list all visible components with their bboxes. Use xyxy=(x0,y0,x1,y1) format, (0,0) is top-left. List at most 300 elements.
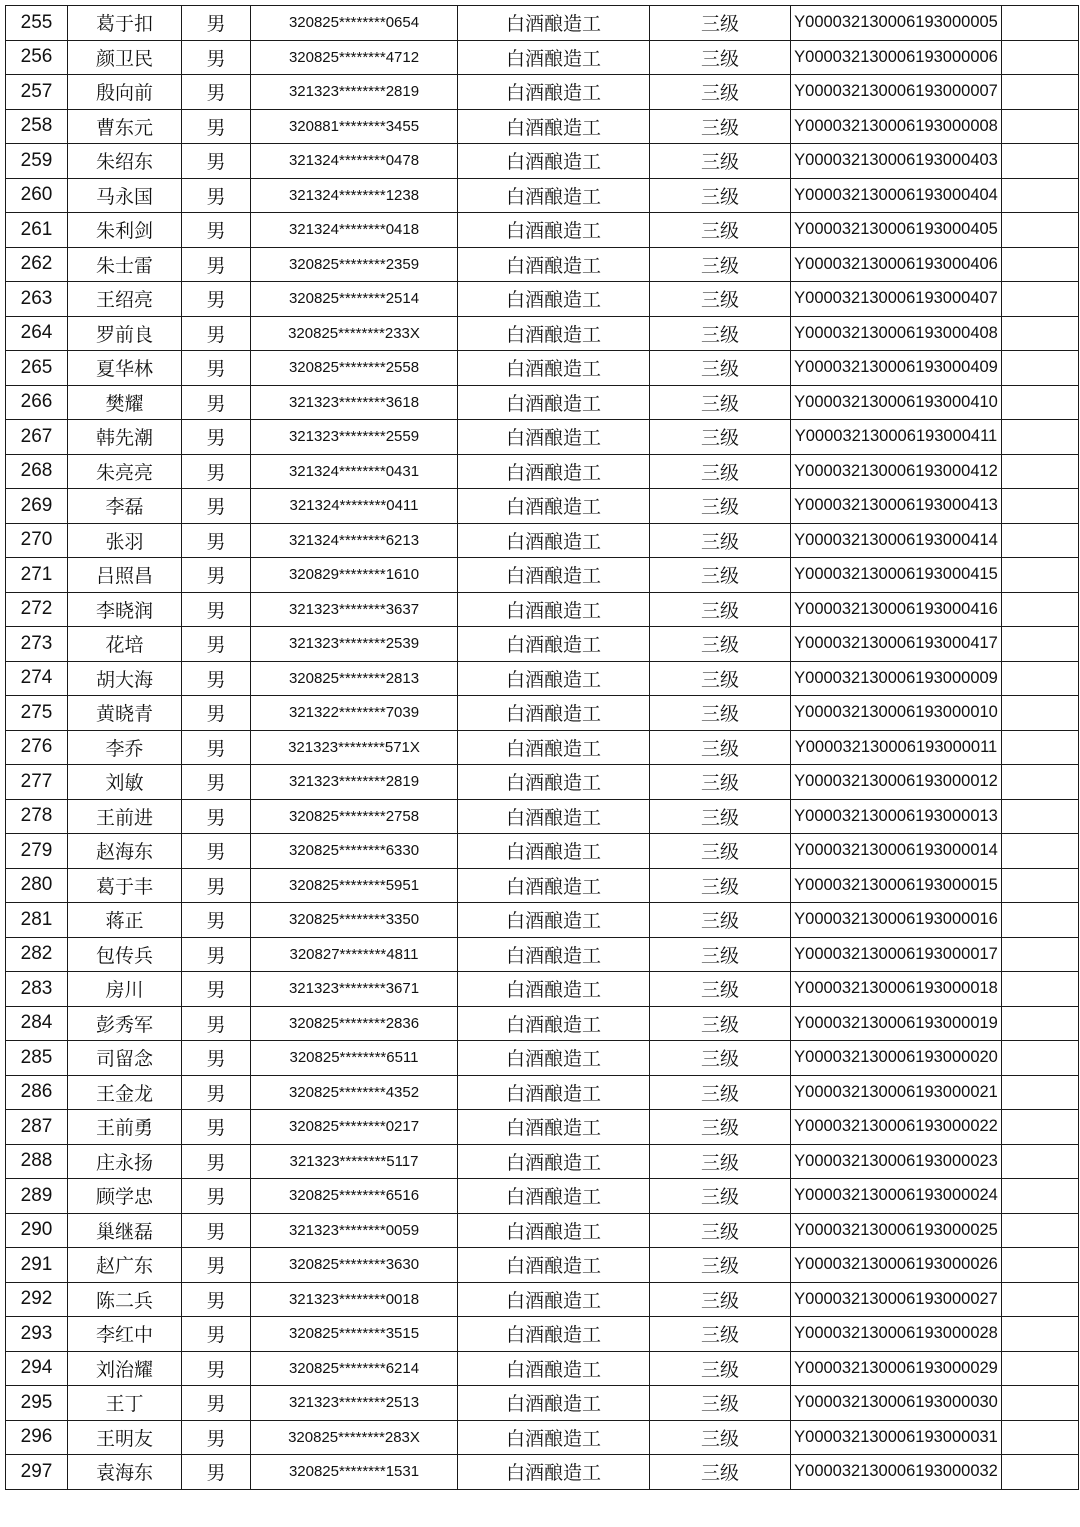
table-row xyxy=(6,489,1079,524)
occupation-cell: 白酒酿造工 xyxy=(458,247,650,282)
empty-cell xyxy=(1002,1248,1079,1283)
occupation-cell: 白酒酿造工 xyxy=(458,109,650,144)
id-number-cell: 320825********2558 xyxy=(251,351,458,386)
empty-cell xyxy=(1002,316,1079,351)
certificate-number-cell: Y000032130006193000006 xyxy=(791,40,1002,75)
row-number-cell: 277 xyxy=(6,765,68,800)
empty-cell xyxy=(1002,1179,1079,1214)
certificate-number-cell: Y000032130006193000030 xyxy=(791,1386,1002,1421)
id-number-cell: 320825********6516 xyxy=(251,1179,458,1214)
certificate-number-cell: Y000032130006193000023 xyxy=(791,1144,1002,1179)
occupation-cell: 白酒酿造工 xyxy=(458,489,650,524)
level-cell: 三级 xyxy=(650,351,791,386)
table-row xyxy=(6,351,1079,386)
empty-cell xyxy=(1002,351,1079,386)
level-cell: 三级 xyxy=(650,75,791,110)
empty-cell xyxy=(1002,1317,1079,1352)
row-number-cell: 273 xyxy=(6,627,68,662)
occupation-cell: 白酒酿造工 xyxy=(458,144,650,179)
level-cell: 三级 xyxy=(650,558,791,593)
certificate-number-cell: Y000032130006193000414 xyxy=(791,523,1002,558)
gender-cell: 男 xyxy=(182,178,251,213)
row-number-cell: 275 xyxy=(6,696,68,731)
empty-cell xyxy=(1002,1041,1079,1076)
id-number-cell: 321323********0059 xyxy=(251,1213,458,1248)
empty-cell xyxy=(1002,109,1079,144)
row-number-cell: 271 xyxy=(6,558,68,593)
certificate-number-cell: Y000032130006193000403 xyxy=(791,144,1002,179)
empty-cell xyxy=(1002,1351,1079,1386)
gender-cell: 男 xyxy=(182,454,251,489)
row-number-cell: 261 xyxy=(6,213,68,248)
id-number-cell: 320827********4811 xyxy=(251,937,458,972)
level-cell: 三级 xyxy=(650,40,791,75)
id-number-cell: 320881********3455 xyxy=(251,109,458,144)
certificate-number-cell: Y000032130006193000018 xyxy=(791,972,1002,1007)
name-cell: 花培 xyxy=(68,627,182,662)
row-number-cell: 263 xyxy=(6,282,68,317)
occupation-cell: 白酒酿造工 xyxy=(458,661,650,696)
name-cell: 朱亮亮 xyxy=(68,454,182,489)
certificate-number-cell: Y000032130006193000005 xyxy=(791,6,1002,41)
level-cell: 三级 xyxy=(650,1110,791,1145)
level-cell: 三级 xyxy=(650,1386,791,1421)
level-cell: 三级 xyxy=(650,489,791,524)
empty-cell xyxy=(1002,1006,1079,1041)
table-row xyxy=(6,75,1079,110)
gender-cell: 男 xyxy=(182,592,251,627)
name-cell: 葛于扣 xyxy=(68,6,182,41)
id-number-cell: 320825********1531 xyxy=(251,1455,458,1490)
gender-cell: 男 xyxy=(182,1110,251,1145)
table-row xyxy=(6,765,1079,800)
empty-cell xyxy=(1002,696,1079,731)
id-number-cell: 320825********3630 xyxy=(251,1248,458,1283)
level-cell: 三级 xyxy=(650,213,791,248)
id-number-cell: 320825********2359 xyxy=(251,247,458,282)
level-cell: 三级 xyxy=(650,247,791,282)
row-number-cell: 290 xyxy=(6,1213,68,1248)
occupation-cell: 白酒酿造工 xyxy=(458,213,650,248)
level-cell: 三级 xyxy=(650,523,791,558)
level-cell: 三级 xyxy=(650,696,791,731)
level-cell: 三级 xyxy=(650,903,791,938)
table-row xyxy=(6,696,1079,731)
occupation-cell: 白酒酿造工 xyxy=(458,696,650,731)
name-cell: 朱士雷 xyxy=(68,247,182,282)
id-number-cell: 321323********2513 xyxy=(251,1386,458,1421)
table-row xyxy=(6,730,1079,765)
id-number-cell: 320825********3515 xyxy=(251,1317,458,1352)
name-cell: 罗前良 xyxy=(68,316,182,351)
name-cell: 刘敏 xyxy=(68,765,182,800)
certificate-number-cell: Y000032130006193000027 xyxy=(791,1282,1002,1317)
id-number-cell: 320825********3350 xyxy=(251,903,458,938)
empty-cell xyxy=(1002,489,1079,524)
empty-cell xyxy=(1002,558,1079,593)
id-number-cell: 321323********571X xyxy=(251,730,458,765)
name-cell: 颜卫民 xyxy=(68,40,182,75)
level-cell: 三级 xyxy=(650,316,791,351)
name-cell: 李磊 xyxy=(68,489,182,524)
empty-cell xyxy=(1002,799,1079,834)
level-cell: 三级 xyxy=(650,1455,791,1490)
occupation-cell: 白酒酿造工 xyxy=(458,351,650,386)
row-number-cell: 258 xyxy=(6,109,68,144)
empty-cell xyxy=(1002,1386,1079,1421)
name-cell: 彭秀军 xyxy=(68,1006,182,1041)
gender-cell: 男 xyxy=(182,351,251,386)
row-number-cell: 276 xyxy=(6,730,68,765)
table-row xyxy=(6,40,1079,75)
name-cell: 李红中 xyxy=(68,1317,182,1352)
level-cell: 三级 xyxy=(650,799,791,834)
certificate-roster-table xyxy=(5,5,1079,1490)
level-cell: 三级 xyxy=(650,592,791,627)
certificate-number-cell: Y000032130006193000415 xyxy=(791,558,1002,593)
id-number-cell: 320825********233X xyxy=(251,316,458,351)
id-number-cell: 320829********1610 xyxy=(251,558,458,593)
level-cell: 三级 xyxy=(650,1179,791,1214)
gender-cell: 男 xyxy=(182,420,251,455)
table-row xyxy=(6,523,1079,558)
gender-cell: 男 xyxy=(182,1317,251,1352)
gender-cell: 男 xyxy=(182,1006,251,1041)
gender-cell: 男 xyxy=(182,972,251,1007)
certificate-number-cell: Y000032130006193000408 xyxy=(791,316,1002,351)
gender-cell: 男 xyxy=(182,558,251,593)
certificate-number-cell: Y000032130006193000026 xyxy=(791,1248,1002,1283)
id-number-cell: 321323********3637 xyxy=(251,592,458,627)
certificate-number-cell: Y000032130006193000417 xyxy=(791,627,1002,662)
row-number-cell: 272 xyxy=(6,592,68,627)
empty-cell xyxy=(1002,1455,1079,1490)
empty-cell xyxy=(1002,1075,1079,1110)
occupation-cell: 白酒酿造工 xyxy=(458,1351,650,1386)
gender-cell: 男 xyxy=(182,730,251,765)
id-number-cell: 320825********0217 xyxy=(251,1110,458,1145)
row-number-cell: 280 xyxy=(6,868,68,903)
name-cell: 朱利剑 xyxy=(68,213,182,248)
occupation-cell: 白酒酿造工 xyxy=(458,1386,650,1421)
table-row xyxy=(6,1317,1079,1352)
name-cell: 房川 xyxy=(68,972,182,1007)
table-row xyxy=(6,903,1079,938)
certificate-number-cell: Y000032130006193000028 xyxy=(791,1317,1002,1352)
gender-cell: 男 xyxy=(182,282,251,317)
table-row xyxy=(6,213,1079,248)
table-row xyxy=(6,109,1079,144)
row-number-cell: 264 xyxy=(6,316,68,351)
id-number-cell: 321323********3618 xyxy=(251,385,458,420)
empty-cell xyxy=(1002,523,1079,558)
id-number-cell: 321322********7039 xyxy=(251,696,458,731)
table-row xyxy=(6,627,1079,662)
table-row xyxy=(6,1386,1079,1421)
table-row xyxy=(6,316,1079,351)
empty-cell xyxy=(1002,972,1079,1007)
gender-cell: 男 xyxy=(182,765,251,800)
gender-cell: 男 xyxy=(182,1075,251,1110)
certificate-number-cell: Y000032130006193000405 xyxy=(791,213,1002,248)
level-cell: 三级 xyxy=(650,834,791,869)
table-row xyxy=(6,1248,1079,1283)
row-number-cell: 259 xyxy=(6,144,68,179)
level-cell: 三级 xyxy=(650,1041,791,1076)
gender-cell: 男 xyxy=(182,109,251,144)
gender-cell: 男 xyxy=(182,316,251,351)
row-number-cell: 257 xyxy=(6,75,68,110)
row-number-cell: 297 xyxy=(6,1455,68,1490)
table-row xyxy=(6,799,1079,834)
row-number-cell: 281 xyxy=(6,903,68,938)
table-row xyxy=(6,1006,1079,1041)
gender-cell: 男 xyxy=(182,144,251,179)
level-cell: 三级 xyxy=(650,1282,791,1317)
level-cell: 三级 xyxy=(650,627,791,662)
certificate-number-cell: Y000032130006193000411 xyxy=(791,420,1002,455)
occupation-cell: 白酒酿造工 xyxy=(458,1144,650,1179)
certificate-number-cell: Y000032130006193000014 xyxy=(791,834,1002,869)
occupation-cell: 白酒酿造工 xyxy=(458,834,650,869)
empty-cell xyxy=(1002,937,1079,972)
gender-cell: 男 xyxy=(182,1351,251,1386)
row-number-cell: 296 xyxy=(6,1420,68,1455)
id-number-cell: 320825********4352 xyxy=(251,1075,458,1110)
table-row xyxy=(6,247,1079,282)
level-cell: 三级 xyxy=(650,454,791,489)
level-cell: 三级 xyxy=(650,385,791,420)
occupation-cell: 白酒酿造工 xyxy=(458,730,650,765)
id-number-cell: 321324********0411 xyxy=(251,489,458,524)
empty-cell xyxy=(1002,178,1079,213)
occupation-cell: 白酒酿造工 xyxy=(458,1213,650,1248)
occupation-cell: 白酒酿造工 xyxy=(458,1282,650,1317)
gender-cell: 男 xyxy=(182,627,251,662)
id-number-cell: 321323********5117 xyxy=(251,1144,458,1179)
empty-cell xyxy=(1002,834,1079,869)
row-number-cell: 295 xyxy=(6,1386,68,1421)
certificate-number-cell: Y000032130006193000013 xyxy=(791,799,1002,834)
row-number-cell: 255 xyxy=(6,6,68,41)
table-row xyxy=(6,1179,1079,1214)
empty-cell xyxy=(1002,1144,1079,1179)
row-number-cell: 292 xyxy=(6,1282,68,1317)
table-row xyxy=(6,592,1079,627)
name-cell: 樊耀 xyxy=(68,385,182,420)
gender-cell: 男 xyxy=(182,903,251,938)
name-cell: 李乔 xyxy=(68,730,182,765)
certificate-number-cell: Y000032130006193000009 xyxy=(791,661,1002,696)
occupation-cell: 白酒酿造工 xyxy=(458,420,650,455)
row-number-cell: 262 xyxy=(6,247,68,282)
occupation-cell: 白酒酿造工 xyxy=(458,868,650,903)
level-cell: 三级 xyxy=(650,1248,791,1283)
certificate-number-cell: Y000032130006193000012 xyxy=(791,765,1002,800)
certificate-number-cell: Y000032130006193000015 xyxy=(791,868,1002,903)
occupation-cell: 白酒酿造工 xyxy=(458,765,650,800)
certificate-number-cell: Y000032130006193000016 xyxy=(791,903,1002,938)
certificate-number-cell: Y000032130006193000404 xyxy=(791,178,1002,213)
certificate-number-cell: Y000032130006193000406 xyxy=(791,247,1002,282)
gender-cell: 男 xyxy=(182,1282,251,1317)
row-number-cell: 274 xyxy=(6,661,68,696)
empty-cell xyxy=(1002,282,1079,317)
certificate-number-cell: Y000032130006193000412 xyxy=(791,454,1002,489)
gender-cell: 男 xyxy=(182,1041,251,1076)
table-row xyxy=(6,937,1079,972)
id-number-cell: 320825********2758 xyxy=(251,799,458,834)
row-number-cell: 291 xyxy=(6,1248,68,1283)
id-number-cell: 320825********283X xyxy=(251,1420,458,1455)
name-cell: 赵海东 xyxy=(68,834,182,869)
occupation-cell: 白酒酿造工 xyxy=(458,178,650,213)
name-cell: 赵广东 xyxy=(68,1248,182,1283)
row-number-cell: 288 xyxy=(6,1144,68,1179)
name-cell: 胡大海 xyxy=(68,661,182,696)
certificate-number-cell: Y000032130006193000029 xyxy=(791,1351,1002,1386)
id-number-cell: 320825********5951 xyxy=(251,868,458,903)
level-cell: 三级 xyxy=(650,144,791,179)
row-number-cell: 294 xyxy=(6,1351,68,1386)
row-number-cell: 266 xyxy=(6,385,68,420)
table-row xyxy=(6,1455,1079,1490)
id-number-cell: 320825********2514 xyxy=(251,282,458,317)
table-row xyxy=(6,972,1079,1007)
name-cell: 韩先潮 xyxy=(68,420,182,455)
occupation-cell: 白酒酿造工 xyxy=(458,1041,650,1076)
table-row xyxy=(6,1351,1079,1386)
row-number-cell: 270 xyxy=(6,523,68,558)
occupation-cell: 白酒酿造工 xyxy=(458,799,650,834)
empty-cell xyxy=(1002,1282,1079,1317)
name-cell: 朱绍东 xyxy=(68,144,182,179)
level-cell: 三级 xyxy=(650,1317,791,1352)
table-row xyxy=(6,144,1079,179)
row-number-cell: 286 xyxy=(6,1075,68,1110)
occupation-cell: 白酒酿造工 xyxy=(458,627,650,662)
table-row xyxy=(6,420,1079,455)
row-number-cell: 287 xyxy=(6,1110,68,1145)
empty-cell xyxy=(1002,6,1079,41)
row-number-cell: 293 xyxy=(6,1317,68,1352)
certificate-number-cell: Y000032130006193000020 xyxy=(791,1041,1002,1076)
occupation-cell: 白酒酿造工 xyxy=(458,316,650,351)
gender-cell: 男 xyxy=(182,799,251,834)
gender-cell: 男 xyxy=(182,213,251,248)
occupation-cell: 白酒酿造工 xyxy=(458,75,650,110)
id-number-cell: 320825********4712 xyxy=(251,40,458,75)
table-row xyxy=(6,1213,1079,1248)
level-cell: 三级 xyxy=(650,661,791,696)
occupation-cell: 白酒酿造工 xyxy=(458,1420,650,1455)
name-cell: 蒋正 xyxy=(68,903,182,938)
name-cell: 顾学忠 xyxy=(68,1179,182,1214)
level-cell: 三级 xyxy=(650,1420,791,1455)
level-cell: 三级 xyxy=(650,972,791,1007)
name-cell: 王丁 xyxy=(68,1386,182,1421)
gender-cell: 男 xyxy=(182,6,251,41)
table-row xyxy=(6,661,1079,696)
occupation-cell: 白酒酿造工 xyxy=(458,558,650,593)
table-row xyxy=(6,454,1079,489)
empty-cell xyxy=(1002,213,1079,248)
name-cell: 王前进 xyxy=(68,799,182,834)
level-cell: 三级 xyxy=(650,1006,791,1041)
name-cell: 包传兵 xyxy=(68,937,182,972)
name-cell: 王前勇 xyxy=(68,1110,182,1145)
name-cell: 王金龙 xyxy=(68,1075,182,1110)
level-cell: 三级 xyxy=(650,1213,791,1248)
gender-cell: 男 xyxy=(182,385,251,420)
empty-cell xyxy=(1002,903,1079,938)
occupation-cell: 白酒酿造工 xyxy=(458,1110,650,1145)
empty-cell xyxy=(1002,1110,1079,1145)
certificate-number-cell: Y000032130006193000024 xyxy=(791,1179,1002,1214)
empty-cell xyxy=(1002,385,1079,420)
id-number-cell: 320825********2836 xyxy=(251,1006,458,1041)
name-cell: 司留念 xyxy=(68,1041,182,1076)
name-cell: 陈二兵 xyxy=(68,1282,182,1317)
occupation-cell: 白酒酿造工 xyxy=(458,282,650,317)
certificate-number-cell: Y000032130006193000019 xyxy=(791,1006,1002,1041)
table-row xyxy=(6,1110,1079,1145)
roster-body xyxy=(6,6,1079,1490)
gender-cell: 男 xyxy=(182,1213,251,1248)
table-row xyxy=(6,834,1079,869)
empty-cell xyxy=(1002,144,1079,179)
empty-cell xyxy=(1002,627,1079,662)
id-number-cell: 321323********0018 xyxy=(251,1282,458,1317)
empty-cell xyxy=(1002,1213,1079,1248)
table-row xyxy=(6,178,1079,213)
occupation-cell: 白酒酿造工 xyxy=(458,592,650,627)
table-row xyxy=(6,282,1079,317)
certificate-number-cell: Y000032130006193000017 xyxy=(791,937,1002,972)
occupation-cell: 白酒酿造工 xyxy=(458,1248,650,1283)
certificate-number-cell: Y000032130006193000416 xyxy=(791,592,1002,627)
gender-cell: 男 xyxy=(182,937,251,972)
id-number-cell: 321323********3671 xyxy=(251,972,458,1007)
name-cell: 马永国 xyxy=(68,178,182,213)
occupation-cell: 白酒酿造工 xyxy=(458,972,650,1007)
table-row xyxy=(6,868,1079,903)
name-cell: 葛于丰 xyxy=(68,868,182,903)
gender-cell: 男 xyxy=(182,834,251,869)
id-number-cell: 320825********2813 xyxy=(251,661,458,696)
name-cell: 袁海东 xyxy=(68,1455,182,1490)
occupation-cell: 白酒酿造工 xyxy=(458,937,650,972)
name-cell: 刘治耀 xyxy=(68,1351,182,1386)
id-number-cell: 321324********0431 xyxy=(251,454,458,489)
id-number-cell: 320825********6511 xyxy=(251,1041,458,1076)
roster-sheet xyxy=(5,5,1078,1490)
empty-cell xyxy=(1002,868,1079,903)
id-number-cell: 321323********2819 xyxy=(251,75,458,110)
row-number-cell: 279 xyxy=(6,834,68,869)
id-number-cell: 321323********2559 xyxy=(251,420,458,455)
level-cell: 三级 xyxy=(650,765,791,800)
empty-cell xyxy=(1002,592,1079,627)
table-row xyxy=(6,1041,1079,1076)
level-cell: 三级 xyxy=(650,109,791,144)
certificate-number-cell: Y000032130006193000407 xyxy=(791,282,1002,317)
row-number-cell: 282 xyxy=(6,937,68,972)
occupation-cell: 白酒酿造工 xyxy=(458,385,650,420)
level-cell: 三级 xyxy=(650,178,791,213)
name-cell: 王绍亮 xyxy=(68,282,182,317)
occupation-cell: 白酒酿造工 xyxy=(458,1317,650,1352)
